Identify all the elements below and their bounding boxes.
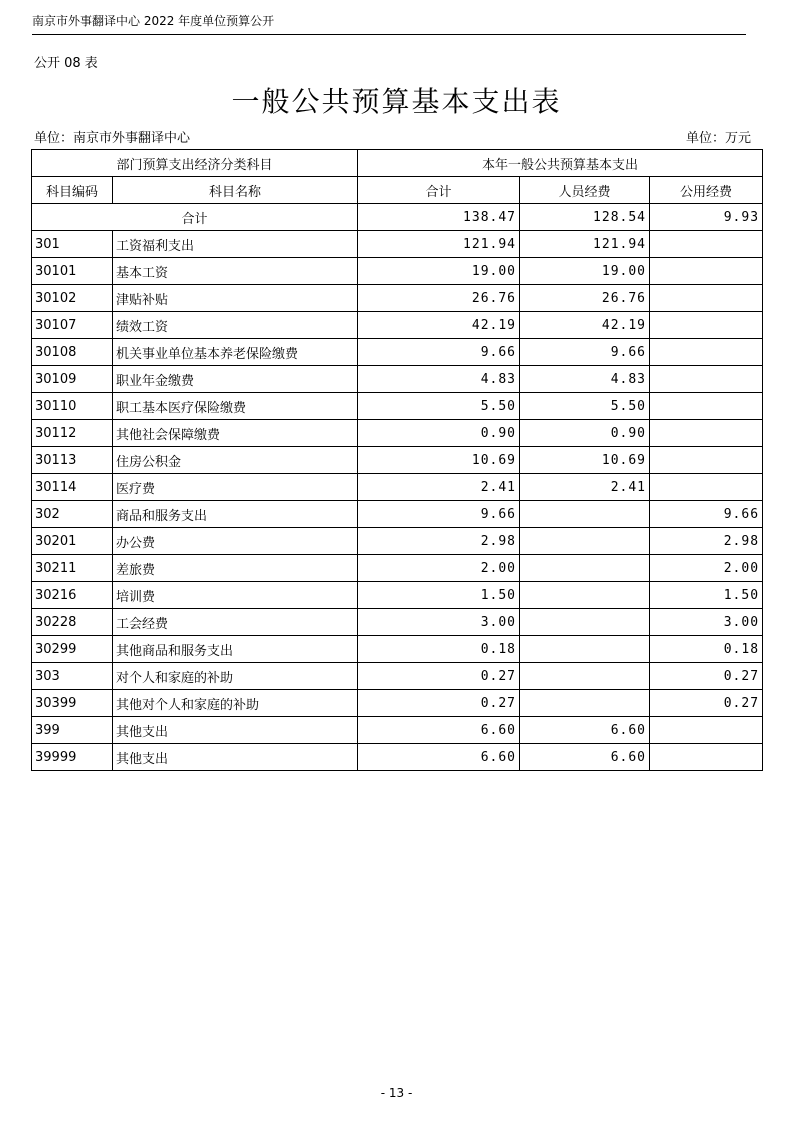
table-row <box>32 636 763 663</box>
group-header-basic-expenditure: 本年一般公共预算基本支出 <box>358 150 763 177</box>
cell-public: 0.27 <box>650 690 763 717</box>
table-row <box>32 690 763 717</box>
cell-personnel <box>520 528 650 555</box>
cell-personnel: 9.66 <box>520 339 650 366</box>
column-header-total: 合计 <box>358 177 520 204</box>
cell-name: 工会经费 <box>113 609 358 636</box>
cell-total: 42.19 <box>358 312 520 339</box>
cell-code: 30101 <box>32 258 113 285</box>
cell-public: 1.50 <box>650 582 763 609</box>
cell-code: 30102 <box>32 285 113 312</box>
cell-public: 0.18 <box>650 636 763 663</box>
cell-name: 商品和服务支出 <box>113 501 358 528</box>
group-header-row <box>32 150 763 177</box>
table-row <box>32 528 763 555</box>
total-row <box>32 204 763 231</box>
cell-public <box>650 393 763 420</box>
table-row <box>32 474 763 501</box>
cell-total: 9.66 <box>358 501 520 528</box>
cell-name: 其他商品和服务支出 <box>113 636 358 663</box>
table-row <box>32 501 763 528</box>
cell-personnel <box>520 636 650 663</box>
cell-total: 19.00 <box>358 258 520 285</box>
cell-code: 30110 <box>32 393 113 420</box>
cell-code: 30399 <box>32 690 113 717</box>
cell-name: 其他社会保障缴费 <box>113 420 358 447</box>
cell-public <box>650 744 763 771</box>
cell-name: 机关事业单位基本养老保险缴费 <box>113 339 358 366</box>
cell-public <box>650 231 763 258</box>
cell-personnel <box>520 663 650 690</box>
table-row <box>32 555 763 582</box>
cell-code: 30107 <box>32 312 113 339</box>
cell-total: 9.66 <box>358 339 520 366</box>
cell-public <box>650 285 763 312</box>
table-row <box>32 744 763 771</box>
cell-public: 9.66 <box>650 501 763 528</box>
cell-public <box>650 474 763 501</box>
cell-total: 2.41 <box>358 474 520 501</box>
header-divider <box>32 34 746 35</box>
page-number: - 13 - <box>380 1086 413 1100</box>
cell-total: 0.27 <box>358 663 520 690</box>
cell-name: 绩效工资 <box>113 312 358 339</box>
cell-name: 医疗费 <box>113 474 358 501</box>
cell-code: 30211 <box>32 555 113 582</box>
cell-code: 399 <box>32 717 113 744</box>
cell-total: 2.00 <box>358 555 520 582</box>
table-row <box>32 717 763 744</box>
cell-personnel: 6.60 <box>520 744 650 771</box>
cell-name: 其他对个人和家庭的补助 <box>113 690 358 717</box>
cell-name: 津贴补贴 <box>113 285 358 312</box>
cell-personnel <box>520 609 650 636</box>
cell-public <box>650 339 763 366</box>
cell-public: 2.98 <box>650 528 763 555</box>
cell-code: 30216 <box>32 582 113 609</box>
column-header-code: 科目编码 <box>32 177 113 204</box>
column-header-public: 公用经费 <box>650 177 763 204</box>
cell-name: 职业年金缴费 <box>113 366 358 393</box>
table-row <box>32 393 763 420</box>
cell-public <box>650 366 763 393</box>
cell-total: 4.83 <box>358 366 520 393</box>
table-row <box>32 420 763 447</box>
cell-total: 121.94 <box>358 231 520 258</box>
table-row <box>32 258 763 285</box>
cell-total: 5.50 <box>358 393 520 420</box>
cell-personnel: 0.90 <box>520 420 650 447</box>
table-row <box>32 663 763 690</box>
running-header: 南京市外事翻译中心 2022 年度单位预算公开 <box>32 14 275 28</box>
total-personnel: 128.54 <box>520 204 650 231</box>
cell-total: 6.60 <box>358 744 520 771</box>
cell-code: 303 <box>32 663 113 690</box>
total-public: 9.93 <box>650 204 763 231</box>
group-header-classification: 部门预算支出经济分类科目 <box>32 150 358 177</box>
cell-name: 培训费 <box>113 582 358 609</box>
cell-name: 住房公积金 <box>113 447 358 474</box>
cell-public <box>650 420 763 447</box>
cell-code: 30113 <box>32 447 113 474</box>
cell-public: 2.00 <box>650 555 763 582</box>
cell-code: 30112 <box>32 420 113 447</box>
table-row <box>32 447 763 474</box>
cell-personnel <box>520 555 650 582</box>
cell-total: 0.90 <box>358 420 520 447</box>
total-sum: 138.47 <box>358 204 520 231</box>
cell-name: 办公费 <box>113 528 358 555</box>
cell-total: 2.98 <box>358 528 520 555</box>
cell-code: 30299 <box>32 636 113 663</box>
cell-total: 1.50 <box>358 582 520 609</box>
cell-personnel: 5.50 <box>520 393 650 420</box>
cell-personnel: 2.41 <box>520 474 650 501</box>
cell-code: 30108 <box>32 339 113 366</box>
cell-code: 301 <box>32 231 113 258</box>
table-row <box>32 366 763 393</box>
cell-personnel <box>520 690 650 717</box>
organization-unit: 单位：南京市外事翻译中心 <box>34 131 191 146</box>
column-header-row <box>32 177 763 204</box>
column-header-name: 科目名称 <box>113 177 358 204</box>
cell-public <box>650 312 763 339</box>
cell-personnel: 121.94 <box>520 231 650 258</box>
table-number: 公开 08 表 <box>34 56 98 71</box>
cell-name: 其他支出 <box>113 744 358 771</box>
cell-personnel: 6.60 <box>520 717 650 744</box>
table-row <box>32 609 763 636</box>
cell-personnel: 42.19 <box>520 312 650 339</box>
cell-public <box>650 258 763 285</box>
cell-name: 对个人和家庭的补助 <box>113 663 358 690</box>
cell-name: 其他支出 <box>113 717 358 744</box>
cell-code: 30114 <box>32 474 113 501</box>
cell-total: 0.18 <box>358 636 520 663</box>
cell-public: 0.27 <box>650 663 763 690</box>
page-title: 一般公共预算基本支出表 <box>231 85 562 118</box>
cell-public <box>650 447 763 474</box>
cell-total: 6.60 <box>358 717 520 744</box>
column-header-personnel: 人员经费 <box>520 177 650 204</box>
cell-personnel: 4.83 <box>520 366 650 393</box>
table-row <box>32 582 763 609</box>
cell-public: 3.00 <box>650 609 763 636</box>
cell-personnel: 10.69 <box>520 447 650 474</box>
cell-name: 基本工资 <box>113 258 358 285</box>
total-label: 合计 <box>32 204 358 231</box>
cell-personnel <box>520 501 650 528</box>
cell-code: 30201 <box>32 528 113 555</box>
cell-personnel: 19.00 <box>520 258 650 285</box>
cell-total: 10.69 <box>358 447 520 474</box>
table-row <box>32 285 763 312</box>
cell-total: 0.27 <box>358 690 520 717</box>
cell-code: 30109 <box>32 366 113 393</box>
cell-code: 39999 <box>32 744 113 771</box>
table-row <box>32 231 763 258</box>
cell-total: 26.76 <box>358 285 520 312</box>
currency-unit: 单位：万元 <box>686 131 752 146</box>
cell-personnel <box>520 582 650 609</box>
cell-name: 差旅费 <box>113 555 358 582</box>
cell-total: 3.00 <box>358 609 520 636</box>
table-row <box>32 312 763 339</box>
budget-table <box>31 149 763 771</box>
cell-code: 30228 <box>32 609 113 636</box>
cell-name: 工资福利支出 <box>113 231 358 258</box>
cell-public <box>650 717 763 744</box>
cell-name: 职工基本医疗保险缴费 <box>113 393 358 420</box>
cell-personnel: 26.76 <box>520 285 650 312</box>
table-row <box>32 339 763 366</box>
cell-code: 302 <box>32 501 113 528</box>
